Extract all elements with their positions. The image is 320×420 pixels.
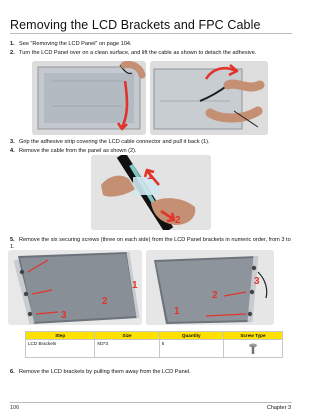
step-3 <box>10 139 292 146</box>
callout-left-1: 1 <box>132 280 138 291</box>
photo-adhesive-strip <box>91 155 211 230</box>
step-text: Grip the adhesive strip covering the LCD cable connector and pull it back (1). <box>19 139 210 145</box>
step-number: 6. <box>10 369 15 375</box>
callout-2: 2 <box>175 215 181 226</box>
col-screw-type: Screw Type <box>223 332 282 340</box>
col-size: Size <box>95 332 159 340</box>
cell-quantity: 6 <box>159 340 223 358</box>
cell-screw-type <box>223 340 282 358</box>
title-divider <box>10 33 292 34</box>
screw-icon <box>246 342 260 356</box>
adhesive-strip-photo <box>91 155 211 230</box>
cell-step: LCD Brackets <box>26 340 95 358</box>
footer-divider <box>10 402 292 403</box>
callout-left-3: 3 <box>61 310 67 321</box>
step-number: 5. <box>10 237 15 243</box>
callout-right-1: 1 <box>174 306 180 317</box>
step-5 <box>10 237 292 251</box>
lcd-panel-photo <box>32 61 146 135</box>
step-number: 2. <box>10 50 15 56</box>
step-text: See “Removing the LCD Panel” on page 104. <box>19 41 132 47</box>
photo-lcd-cable-lift <box>150 61 268 135</box>
step-text: Remove the six securing screws (three on each side) from the LCD Panel brackets in numeric order, from 3 to 1. <box>10 237 291 250</box>
step-number: 4. <box>10 148 15 154</box>
callout-1: 1 <box>147 171 153 182</box>
col-quantity: Quantity <box>159 332 223 340</box>
step-text: Turn the LCD Panel over on a clean surface, and lift the cable as shown to detach the adhesive. <box>19 50 257 56</box>
table-header-row <box>26 332 283 340</box>
step-number: 3. <box>10 139 15 145</box>
step-4 <box>10 148 292 155</box>
page-title: Removing the LCD Brackets and FPC Cable <box>10 18 261 32</box>
step-text: Remove the LCD brackets by pulling them away from the LCD Panel. <box>19 369 191 375</box>
step-6 <box>10 369 292 376</box>
step-text: Remove the cable from the panel as shown (2). <box>19 148 137 154</box>
step-number: 1. <box>10 41 15 47</box>
right-bracket-photo <box>146 250 274 325</box>
table-row <box>26 340 283 358</box>
callout-right-2: 2 <box>212 290 218 301</box>
callout-right-3: 3 <box>254 276 260 287</box>
photo-left-bracket-screws <box>8 250 142 325</box>
left-bracket-photo <box>8 250 142 325</box>
chapter-label: Chapter 3 <box>266 405 291 411</box>
photo-right-bracket-screws <box>146 250 274 325</box>
step-1 <box>10 41 292 48</box>
page-number: 106 <box>10 405 20 411</box>
callout-left-2: 2 <box>102 296 108 307</box>
lcd-cable-photo <box>150 61 268 135</box>
cell-size: M2*3 <box>95 340 159 358</box>
photo-lcd-panel-back-left <box>32 61 146 135</box>
col-step: Step <box>26 332 95 340</box>
screw-table <box>25 331 283 358</box>
step-2 <box>10 50 292 57</box>
